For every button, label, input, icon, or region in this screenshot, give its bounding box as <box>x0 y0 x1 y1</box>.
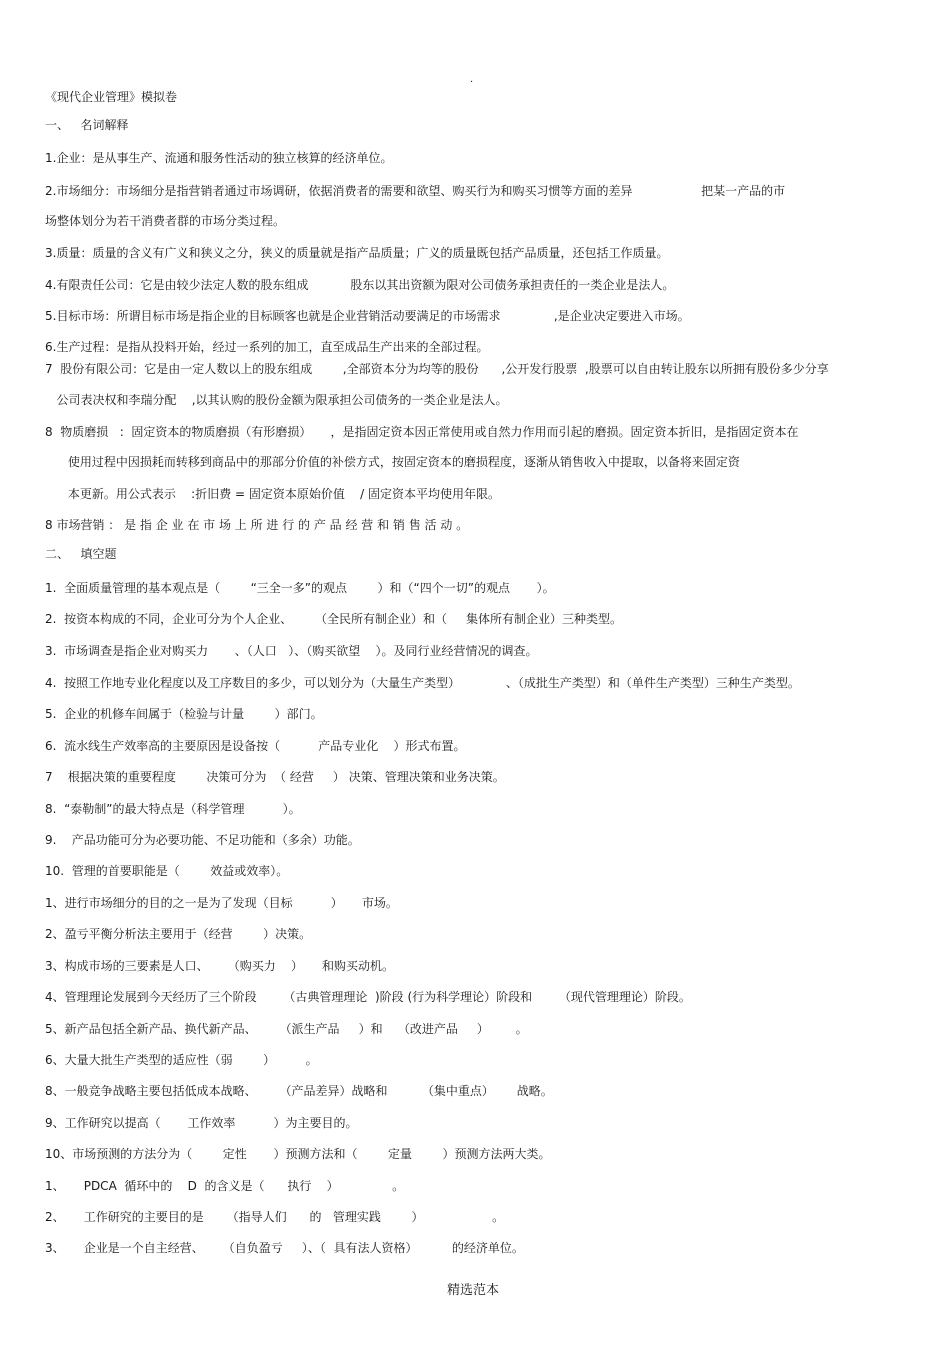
text-line: 2.市场细分：市场细分是指营销者通过市场调研，依据消费者的需要和欲望、购买行为和购买习惯等方面的差异 把某一产品的市 <box>45 184 786 198</box>
text-line: 6. 流水线生产效率高的主要原因是设备按（ 产品专业化 ）形式布置。 <box>45 739 466 753</box>
section-heading: 一、 名词解释 <box>45 118 129 132</box>
text-line: 公司表决权和李瑞分配 ,以其认购的股份金额为限承担公司债务的一类企业是法人。 <box>45 393 508 407</box>
text-line: 4、管理理论发展到今天经历了三个阶段 （古典管理理论 )阶段 (行为科学理论）阶段和 （现代管理理论）阶段。 <box>45 990 691 1004</box>
text-line: 10、市场预测的方法分为（ 定性 ）预测方法和（ 定量 ）预测方法两大类。 <box>45 1147 551 1161</box>
text-line: 2、盈亏平衡分析法主要用于（经营 ）决策。 <box>45 927 312 941</box>
text-line: 5.目标市场：所谓目标市场是指企业的目标顾客也就是企业营销活动要满足的市场需求 ,是企业决定要进入市场。 <box>45 309 690 323</box>
text-line: 场整体划分为若干消费者群的市场分类过程。 <box>45 214 286 228</box>
text-line: 3. 市场调查是指企业对购买力 、（人口 ）、（购买欲望 ）。及同行业经营情况的调查。 <box>45 644 538 658</box>
text-line: 1.企业：是从事生产、流通和服务性活动的独立核算的经济单位。 <box>45 151 393 165</box>
text-line: 10. 管理的首要职能是（ 效益或效率）。 <box>45 864 289 878</box>
text-line: 8 物质磨损 : 固定资本的物质磨损（有形磨损） ，是指固定资本因正常使用或自然力作用而引起的磨损。固定资本折旧，是指固定资本在 <box>45 425 799 439</box>
text-line: 7 股份有限公司：它是由一定人数以上的股东组成 ,全部资本分为均等的股份 ,公开发行股票 ,股票可以自由转让股东以所拥有股份多少分享 <box>45 362 829 376</box>
text-line: 8 市场营销 ： 是 指 企 业 在 市 场 上 所 进 行 的 产 品 经 营 和 销 售 活 动 。 <box>45 518 469 532</box>
text-line: 使用过程中因损耗而转移到商品中的那部分价值的补偿方式，按固定资本的磨损程度，逐渐从销售收入中提取，以备将来固定资 <box>45 455 740 469</box>
text-line: 3、构成市场的三要素是人口、 （购买力 ） 和购买动机。 <box>45 959 395 973</box>
text-line: 本更新。用公式表示 :折旧费 = 固定资本原始价值 / 固定资本平均使用年限。 <box>45 487 500 501</box>
text-line: 7 根据决策的重要程度 决策可分为 （ 经营 ） 决策、管理决策和业务决策。 <box>45 770 505 784</box>
text-line: 3、 企业是一个自主经营、 （自负盈亏 ）、（ 具有法人资格） 的经济单位。 <box>45 1241 524 1255</box>
text-line: 3.质量：质量的含义有广义和狭义之分，狭义的质量就是指产品质量；广义的质量既包括产品质量，还包括工作质量。 <box>45 246 669 260</box>
header-mark: . <box>470 74 474 85</box>
text-line: 2. 按资本构成的不同，企业可分为个人企业、 （全民所有制企业）和（ 集体所有制企业）三种类型。 <box>45 612 623 626</box>
section-heading: 二、 填空题 <box>45 547 117 561</box>
text-line: 4. 按照工作地专业化程度以及工序数目的多少，可以划分为（大量生产类型） 、（成批生产类型）和（单件生产类型）三种生产类型。 <box>45 676 800 690</box>
text-line: 4.有限责任公司：它是由较少法定人数的股东组成 股东以其出资额为限对公司债务承担责任的一类企业是法人。 <box>45 278 675 292</box>
text-line: 8、一般竞争战略主要包括低成本战略、 （产品差异）战略和 （集中重点） 战略。 <box>45 1084 553 1098</box>
text-line: 9、工作研究以提高（ 工作效率 ）为主要目的。 <box>45 1116 358 1130</box>
text-line: 6.生产过程：是指从投料开始，经过一系列的加工，直至成品生产出来的全部过程。 <box>45 340 489 354</box>
text-line: 1、 PDCA 循环中的 D 的含义是（ 执行 ） 。 <box>45 1179 405 1193</box>
text-line: 5. 企业的机修车间属于（检验与计量 ）部门。 <box>45 707 323 721</box>
page-footer: 精选范本 <box>447 1283 500 1298</box>
text-line: 9. 产品功能可分为必要功能、不足功能和（多余）功能。 <box>45 833 360 847</box>
text-line: 1、进行市场细分的目的之一是为了发现（目标 ） 市场。 <box>45 896 398 910</box>
text-line: 8. “泰勒制”的最大特点是（科学管理 ）。 <box>45 802 301 816</box>
text-line: 5、新产品包括全新产品、换代新产品、 （派生产品 ）和 （改进产品 ） 。 <box>45 1022 528 1036</box>
doc-title: 《现代企业管理》模拟卷 <box>45 90 178 104</box>
text-line: 1. 全面质量管理的基本观点是（ “三全一多”的观点 ）和（“四个一切”的观点 ）。 <box>45 581 555 595</box>
text-line: 6、大量大批生产类型的适应性（弱 ） 。 <box>45 1053 318 1067</box>
text-line: 2、 工作研究的主要目的是 （指导人们 的 管理实践 ） 。 <box>45 1210 505 1224</box>
